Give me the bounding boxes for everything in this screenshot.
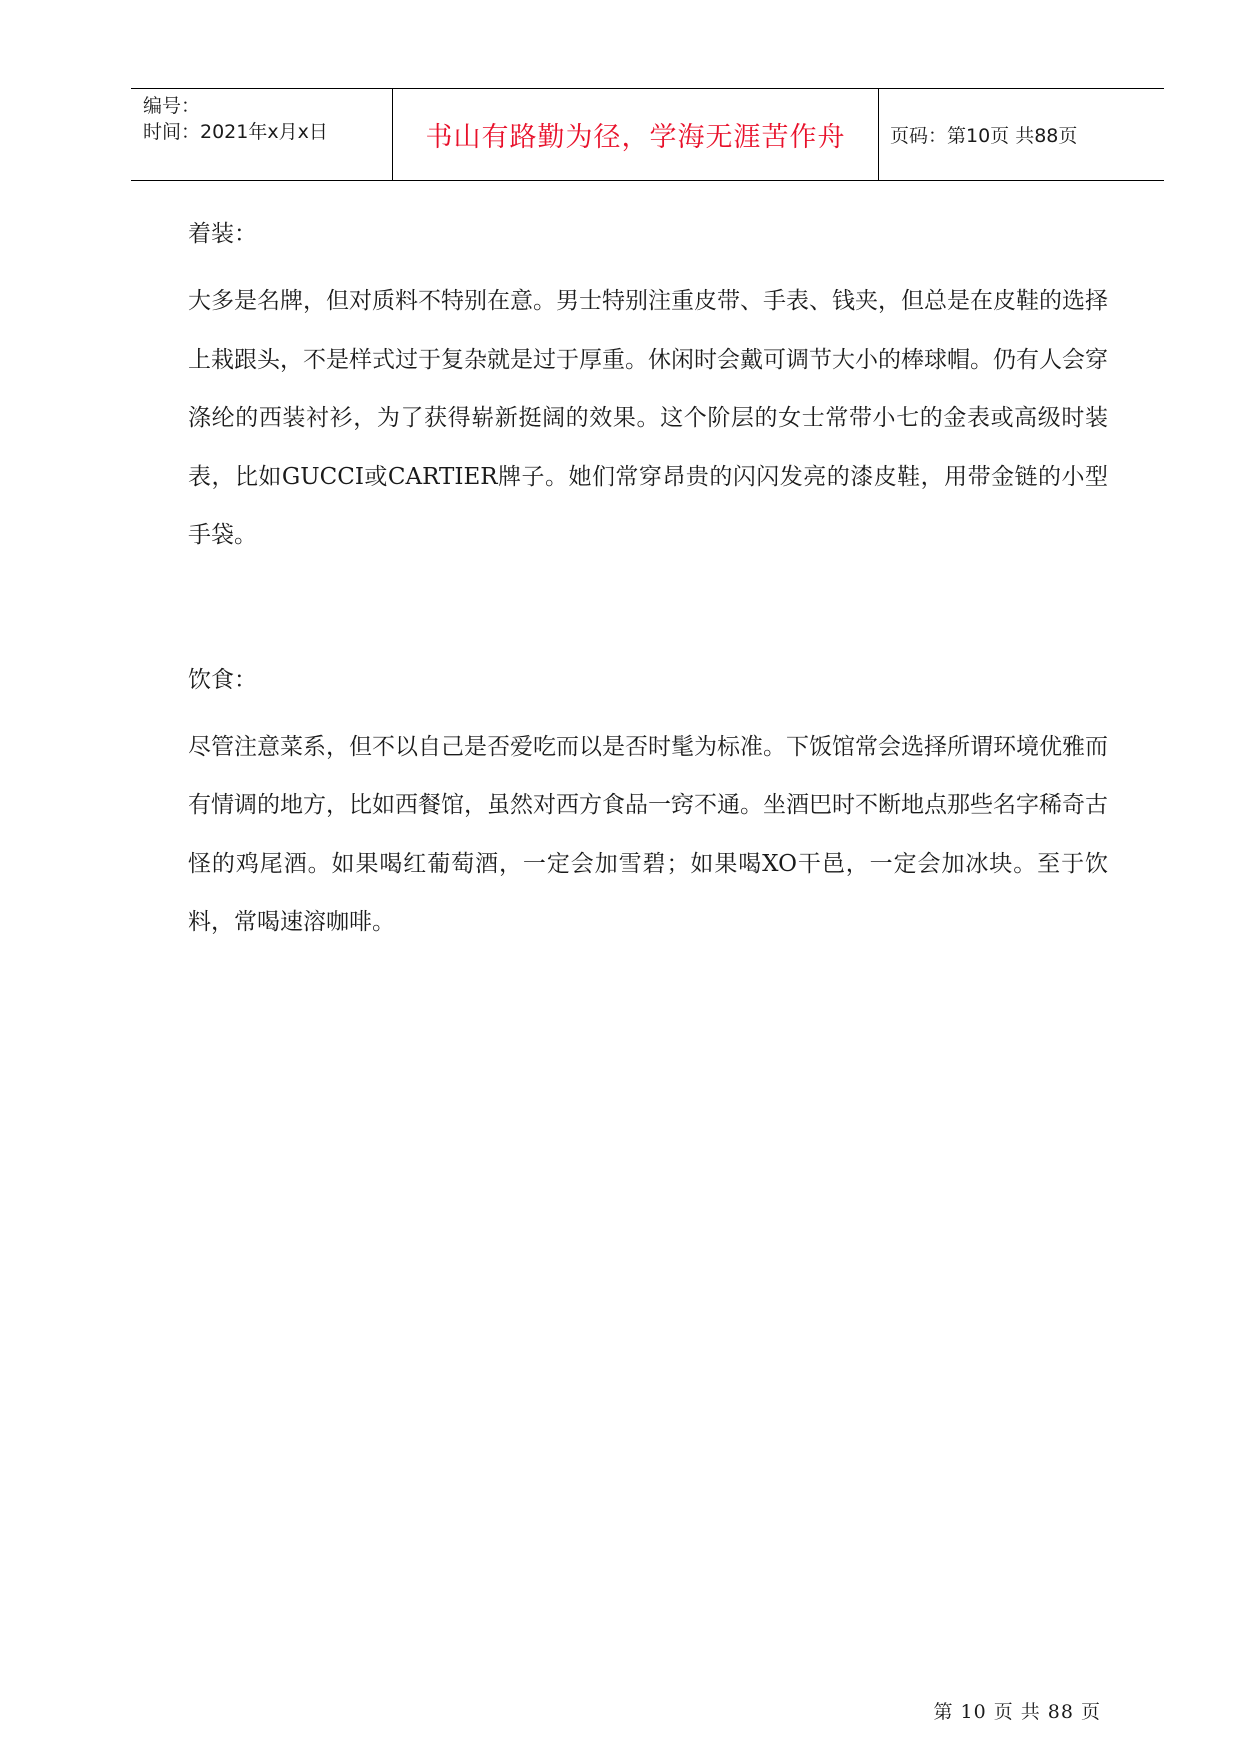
document-time-label: 时间：2021年x月x日 xyxy=(143,121,328,143)
document-body xyxy=(188,214,1108,952)
header-page-cell xyxy=(879,89,1164,180)
section-title-diet: 饮食： xyxy=(188,666,257,693)
header-meta-cell xyxy=(131,89,393,180)
header-motto-cell xyxy=(393,89,879,180)
footer-page-number: 第 10 页 共 88 页 xyxy=(933,1701,1101,1723)
header-page-info: 页码：第10页 共88页 xyxy=(890,125,1078,147)
section-text-clothing: 大多是名牌，但对质料不特别在意。男士特别注重皮带、手表、钱夹，但总是在皮鞋的选择上栽跟头，不是样式过于复杂就是过于厚重。休闲时会戴可调节大小的棒球帽。仍有人会穿涤纶的西装衬衫，为了获得崭新挺阔的效果。这个阶层的女士常带小七的金表或高级时装表，比如GUCCI或CARTIER牌子。她们常穿昂贵的闪闪发亮的漆皮鞋，用带金链的小型手袋。 xyxy=(188,288,1108,548)
document-number-label: 编号： xyxy=(143,95,201,117)
header-motto: 书山有路勤为径，学海无涯苦作舟 xyxy=(425,122,846,153)
document-header xyxy=(131,88,1164,181)
section-clothing xyxy=(188,214,1108,565)
section-text-diet: 尽管注意菜系，但不以自己是否爱吃而以是否时髦为标准。下饭馆常会选择所谓环境优雅而有情调的地方，比如西餐馆，虽然对西方食品一窍不通。坐酒巴时不断地点那些名字稀奇古怪的鸡尾酒。如果喝红葡萄酒，一定会加雪碧；如果喝XO干邑，一定会加冰块。至于饮料，常喝速溶咖啡。 xyxy=(188,733,1108,935)
section-spacer xyxy=(188,565,1108,660)
section-title-clothing: 着装： xyxy=(188,221,257,247)
section-diet xyxy=(188,660,1108,952)
